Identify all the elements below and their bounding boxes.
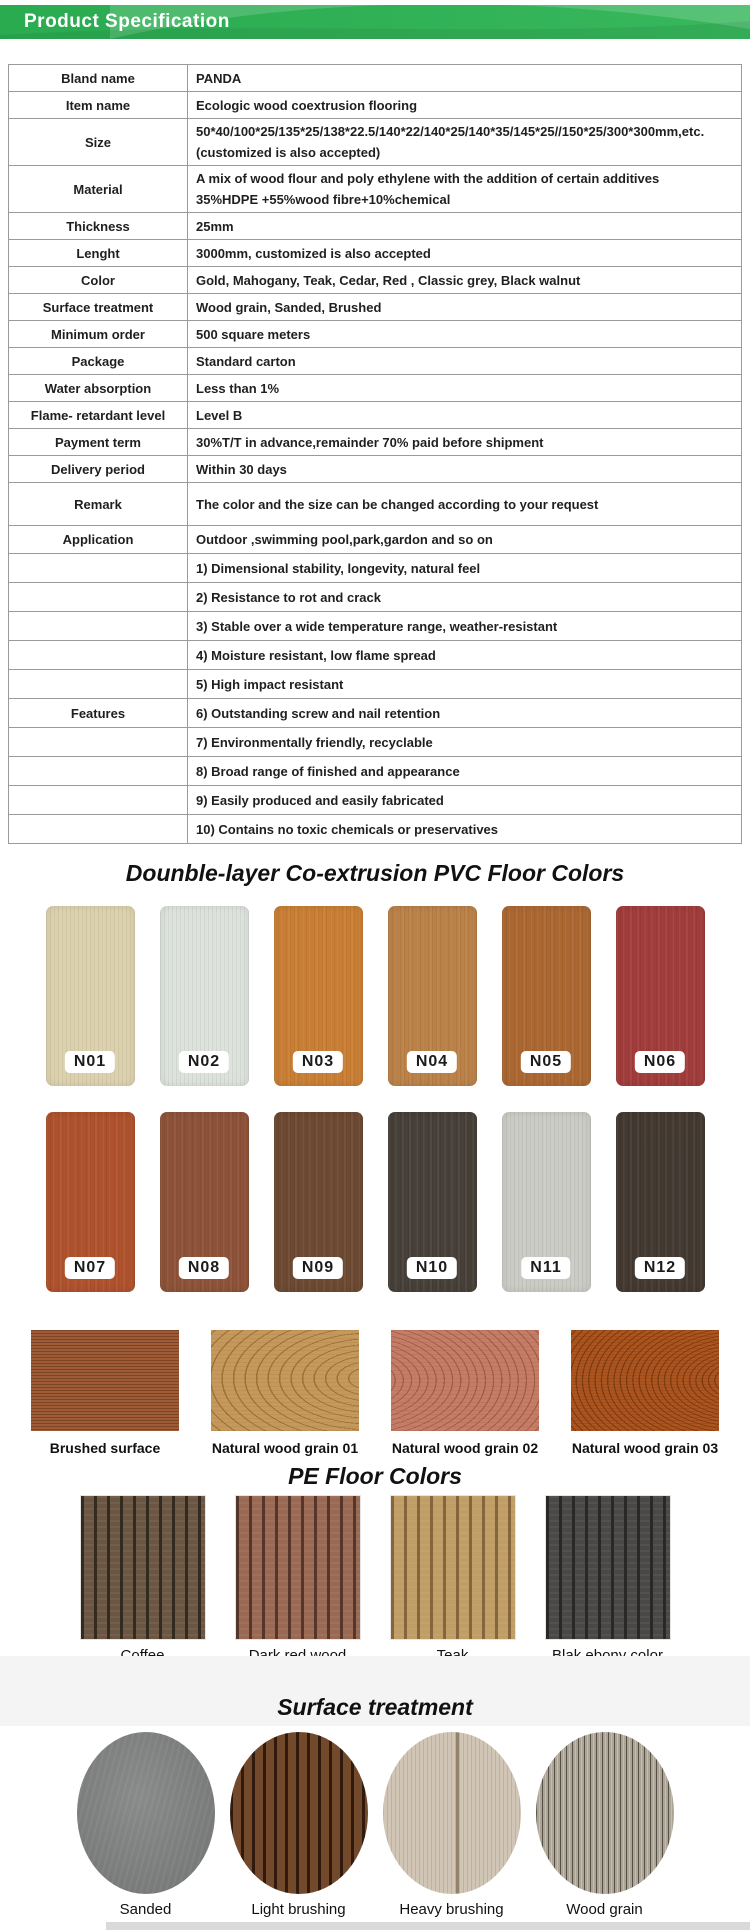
spec-feature-cell: 7) Environmentally friendly, recyclable <box>188 728 742 757</box>
pvc-swatch-code: N12 <box>635 1257 685 1279</box>
spec-label-cell <box>9 670 188 699</box>
pvc-color-swatch <box>160 1112 249 1292</box>
spec-label-cell: Material <box>9 166 188 213</box>
surface-sample-label: Wood grain <box>566 1901 643 1918</box>
spec-label-cell: Lenght <box>9 240 188 267</box>
texture-sample-label: Natural wood grain 01 <box>211 1440 359 1456</box>
spec-value-cell: Less than 1% <box>188 375 742 402</box>
texture-sample <box>391 1330 539 1456</box>
pvc-swatch-code: N01 <box>65 1051 115 1073</box>
spec-value-cell: Level B <box>188 402 742 429</box>
surface-sample-label: Light brushing <box>251 1901 346 1918</box>
pe-color-sample <box>81 1496 205 1664</box>
spec-value-cell: Wood grain, Sanded, Brushed <box>188 294 742 321</box>
spec-label-cell: Package <box>9 348 188 375</box>
spec-label-cell <box>9 728 188 757</box>
spec-label-cell <box>9 612 188 641</box>
spec-value-cell: PANDA <box>188 65 742 92</box>
surface-sample-image <box>536 1732 674 1894</box>
surface-sample-image <box>383 1732 521 1894</box>
texture-sample-label: Natural wood grain 02 <box>391 1440 539 1456</box>
spec-value-cell: Standard carton <box>188 348 742 375</box>
pvc-color-swatch <box>160 906 249 1086</box>
spec-label-cell: Remark <box>9 483 188 526</box>
spec-label-cell: Color <box>9 267 188 294</box>
spec-feature-row <box>9 554 742 583</box>
spec-row <box>9 429 742 456</box>
spec-value-line: (customized is also accepted) <box>196 145 381 160</box>
pvc-swatch-code: N03 <box>293 1051 343 1073</box>
spec-feature-row <box>9 786 742 815</box>
surface-sample-label: Sanded <box>119 1901 172 1918</box>
pvc-swatch-code: N06 <box>635 1051 685 1073</box>
spec-feature-cell: 5) High impact resistant <box>188 670 742 699</box>
spec-label-cell: Payment term <box>9 429 188 456</box>
texture-sample-row <box>0 1330 750 1456</box>
spec-feature-row <box>9 612 742 641</box>
pvc-color-swatch <box>46 1112 135 1292</box>
spec-feature-row <box>9 815 742 844</box>
spec-label-cell: Features <box>9 699 188 728</box>
pvc-color-swatch <box>502 1112 591 1292</box>
pvc-swatch-row-1 <box>0 906 750 1086</box>
pvc-color-swatch <box>388 906 477 1086</box>
pvc-swatch-code: N04 <box>407 1051 457 1073</box>
spec-value-cell: 500 square meters <box>188 321 742 348</box>
pvc-color-swatch <box>46 906 135 1086</box>
pvc-swatch-code: N05 <box>521 1051 571 1073</box>
pe-color-swatch <box>546 1496 670 1639</box>
pe-swatch-row <box>0 1496 750 1664</box>
pvc-swatch-row-2 <box>0 1112 750 1292</box>
surface-sample-label: Heavy brushing <box>399 1901 504 1918</box>
spec-feature-row <box>9 728 742 757</box>
spec-label-cell: Surface treatment <box>9 294 188 321</box>
spec-value-cell: Gold, Mahogany, Teak, Cedar, Red , Classic grey, Black walnut <box>188 267 742 294</box>
pvc-swatch-code: N10 <box>407 1257 457 1279</box>
spec-row <box>9 213 742 240</box>
spec-row <box>9 402 742 429</box>
spec-feature-cell: 1) Dimensional stability, longevity, natural feel <box>188 554 742 583</box>
spec-label-cell: Bland name <box>9 65 188 92</box>
texture-sample-image <box>391 1330 539 1431</box>
spec-row <box>9 526 742 554</box>
spec-value-line: A mix of wood flour and poly ethylene with the addition of certain additives <box>196 171 660 186</box>
spec-value-line: 35%HDPE +55%wood fibre+10%chemical <box>196 192 451 207</box>
spec-row <box>9 240 742 267</box>
pe-colors-title: PE Floor Colors <box>288 1463 462 1489</box>
pvc-color-swatch <box>616 1112 705 1292</box>
spec-label-cell <box>9 583 188 612</box>
pvc-swatch-code: N11 <box>521 1257 570 1279</box>
spec-feature-cell: 6) Outstanding screw and nail retention <box>188 699 742 728</box>
spec-feature-cell: 4) Moisture resistant, low flame spread <box>188 641 742 670</box>
pvc-swatch-code: N09 <box>293 1257 343 1279</box>
surface-sample-image <box>230 1732 368 1894</box>
pe-color-swatch <box>236 1496 360 1639</box>
spec-table <box>8 64 742 844</box>
spec-label-cell: Thickness <box>9 213 188 240</box>
spec-row <box>9 267 742 294</box>
spec-value-cell <box>188 166 742 213</box>
texture-sample <box>31 1330 179 1456</box>
pvc-color-swatch <box>388 1112 477 1292</box>
spec-value-cell: Outdoor ,swimming pool,park,gardon and so on <box>188 526 742 554</box>
texture-sample-image <box>31 1330 179 1431</box>
spec-label-cell: Water absorption <box>9 375 188 402</box>
texture-sample-label: Brushed surface <box>49 1440 161 1456</box>
spec-label-cell: Minimum order <box>9 321 188 348</box>
pe-color-sample <box>236 1496 360 1664</box>
spec-value-cell: The color and the size can be changed according to your request <box>188 483 742 526</box>
spec-value-line: 50*40/100*25/135*25/138*22.5/140*22/140*25/140*35/145*25//150*25/300*300mm,etc. <box>196 124 705 139</box>
pvc-swatch-code: N08 <box>179 1257 229 1279</box>
spec-row <box>9 65 742 92</box>
spec-feature-row <box>9 757 742 786</box>
spec-label-cell: Delivery period <box>9 456 188 483</box>
surface-treatment-sample <box>536 1732 674 1918</box>
pvc-swatch-code: N02 <box>179 1051 229 1073</box>
surface-sample-image <box>77 1732 215 1894</box>
spec-row <box>9 294 742 321</box>
surface-treatment-title: Surface treatment <box>277 1694 473 1720</box>
pvc-color-swatch <box>616 906 705 1086</box>
spec-feature-cell: 2) Resistance to rot and crack <box>188 583 742 612</box>
spec-row <box>9 321 742 348</box>
spec-label-cell <box>9 641 188 670</box>
spec-row <box>9 92 742 119</box>
page-title: Product Specification <box>24 11 230 32</box>
pvc-color-swatch <box>502 906 591 1086</box>
spec-feature-row <box>9 583 742 612</box>
spec-feature-cell: 8) Broad range of finished and appearance <box>188 757 742 786</box>
bottom-strip <box>106 1922 750 1930</box>
pe-color-sample <box>391 1496 515 1664</box>
spec-row <box>9 348 742 375</box>
spec-label-cell <box>9 815 188 844</box>
spec-label-cell: Item name <box>9 92 188 119</box>
surface-treatment-sample <box>383 1732 521 1918</box>
spec-row <box>9 456 742 483</box>
spec-row <box>9 166 742 213</box>
spec-feature-cell: 9) Easily produced and easily fabricated <box>188 786 742 815</box>
texture-sample <box>571 1330 719 1456</box>
pvc-color-swatch <box>274 1112 363 1292</box>
spec-label-cell: Application <box>9 526 188 554</box>
spec-row <box>9 119 742 166</box>
spec-value-cell: Ecologic wood coextrusion flooring <box>188 92 742 119</box>
pvc-colors-title: Dounble-layer Co-extrusion PVC Floor Colors <box>125 860 625 886</box>
surface-sample-row <box>0 1732 750 1918</box>
spec-label-cell <box>9 757 188 786</box>
spec-feature-row <box>9 641 742 670</box>
pe-color-swatch <box>81 1496 205 1639</box>
surface-treatment-sample <box>77 1732 215 1918</box>
pvc-color-swatch <box>274 906 363 1086</box>
pe-color-sample <box>546 1496 670 1664</box>
spec-feature-cell: 3) Stable over a wide temperature range, weather-resistant <box>188 612 742 641</box>
spec-label-cell: Flame- retardant level <box>9 402 188 429</box>
spec-value-cell: Within 30 days <box>188 456 742 483</box>
spec-value-cell: 30%T/T in advance,remainder 70% paid before shipment <box>188 429 742 456</box>
spec-feature-cell: 10) Contains no toxic chemicals or preservatives <box>188 815 742 844</box>
page-header <box>0 5 750 39</box>
texture-sample-image <box>211 1330 359 1431</box>
spec-feature-row <box>9 699 742 728</box>
pvc-swatch-code: N07 <box>65 1257 115 1279</box>
spec-label-cell <box>9 786 188 815</box>
spec-label-cell <box>9 554 188 583</box>
surface-treatment-sample <box>230 1732 368 1918</box>
texture-sample-label: Natural wood grain 03 <box>571 1440 719 1456</box>
spec-row <box>9 375 742 402</box>
pe-color-swatch <box>391 1496 515 1639</box>
spec-row <box>9 483 742 526</box>
spec-value-cell: 3000mm, customized is also accepted <box>188 240 742 267</box>
spec-value-cell: 25mm <box>188 213 742 240</box>
spec-value-cell <box>188 119 742 166</box>
spec-label-cell: Size <box>9 119 188 166</box>
texture-sample-image <box>571 1330 719 1431</box>
texture-sample <box>211 1330 359 1456</box>
spec-feature-row <box>9 670 742 699</box>
